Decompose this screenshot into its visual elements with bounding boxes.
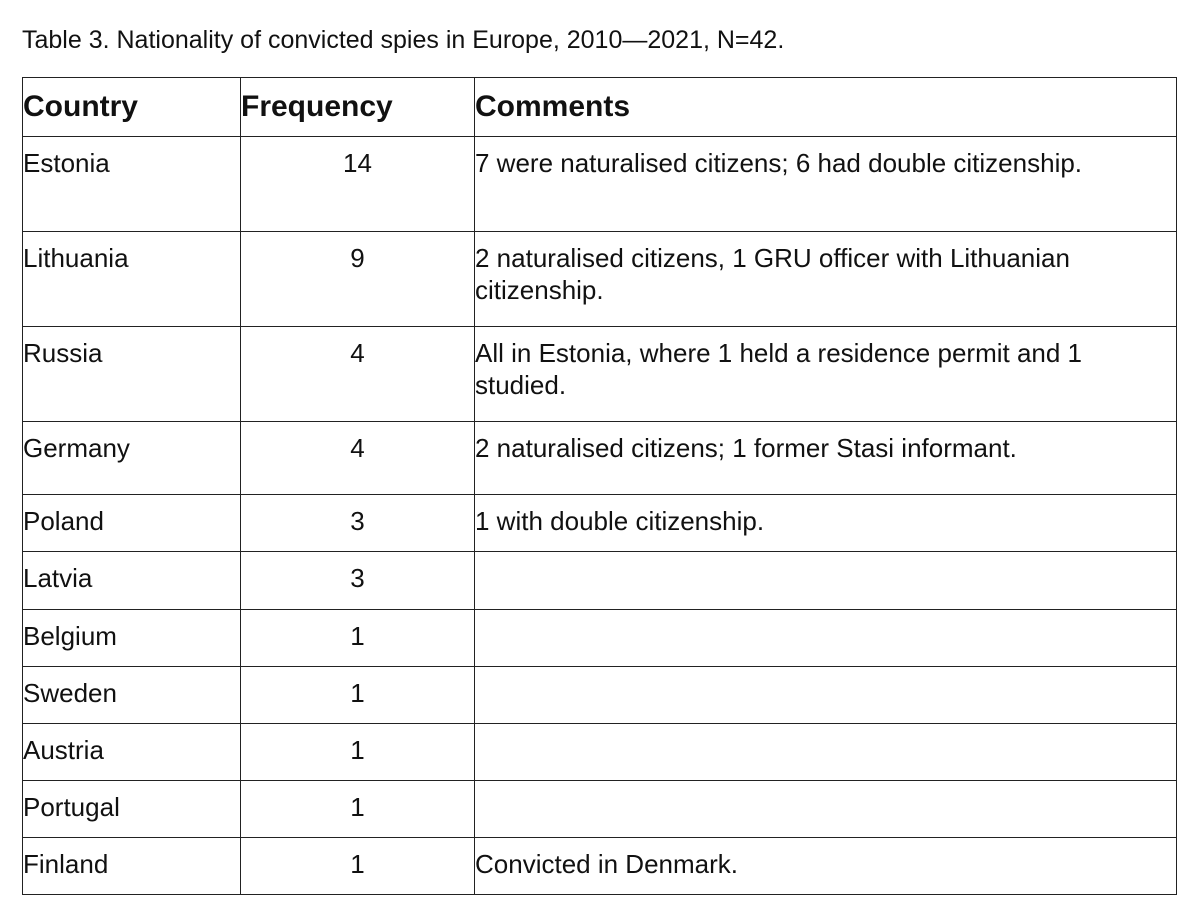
table-row [23,422,1177,495]
header-frequency: Frequency [241,78,475,137]
cell-country: Estonia [23,137,241,232]
cell-frequency: 4 [241,422,475,495]
cell-comments [475,781,1177,838]
cell-frequency: 1 [241,610,475,667]
cell-frequency: 1 [241,667,475,724]
table-row [23,838,1177,895]
cell-frequency: 1 [241,724,475,781]
cell-comments: 2 naturalised citizens; 1 former Stasi informant. [475,422,1177,495]
cell-country: Finland [23,838,241,895]
cell-comments [475,667,1177,724]
cell-comments: 2 naturalised citizens, 1 GRU officer with Lithuanian citizenship. [475,232,1177,327]
cell-country: Belgium [23,610,241,667]
table-row [23,495,1177,552]
cell-comments [475,724,1177,781]
table-row [23,724,1177,781]
cell-country: Portugal [23,781,241,838]
table-row [23,232,1177,327]
table-row [23,610,1177,667]
header-comments: Comments [475,78,1177,137]
cell-frequency: 4 [241,327,475,422]
table-row [23,137,1177,232]
table-row [23,667,1177,724]
cell-frequency: 9 [241,232,475,327]
cell-comments: 1 with double citizenship. [475,495,1177,552]
table-caption: Table 3. Nationality of convicted spies in Europe, 2010—2021, N=42. [22,26,785,54]
cell-frequency: 1 [241,781,475,838]
cell-country: Austria [23,724,241,781]
spies-table [22,77,1177,895]
cell-comments [475,610,1177,667]
cell-frequency: 14 [241,137,475,232]
cell-country: Latvia [23,552,241,610]
table-row [23,781,1177,838]
cell-comments: 7 were naturalised citizens; 6 had double citizenship. [475,137,1177,232]
cell-country: Lithuania [23,232,241,327]
cell-country: Germany [23,422,241,495]
header-country: Country [23,78,241,137]
cell-frequency: 3 [241,552,475,610]
cell-country: Poland [23,495,241,552]
table-header-row [23,78,1177,137]
cell-comments: Convicted in Denmark. [475,838,1177,895]
cell-frequency: 3 [241,495,475,552]
cell-country: Sweden [23,667,241,724]
cell-comments: All in Estonia, where 1 held a residence permit and 1 studied. [475,327,1177,422]
table-row [23,552,1177,610]
cell-comments [475,552,1177,610]
cell-country: Russia [23,327,241,422]
table-row [23,327,1177,422]
cell-frequency: 1 [241,838,475,895]
